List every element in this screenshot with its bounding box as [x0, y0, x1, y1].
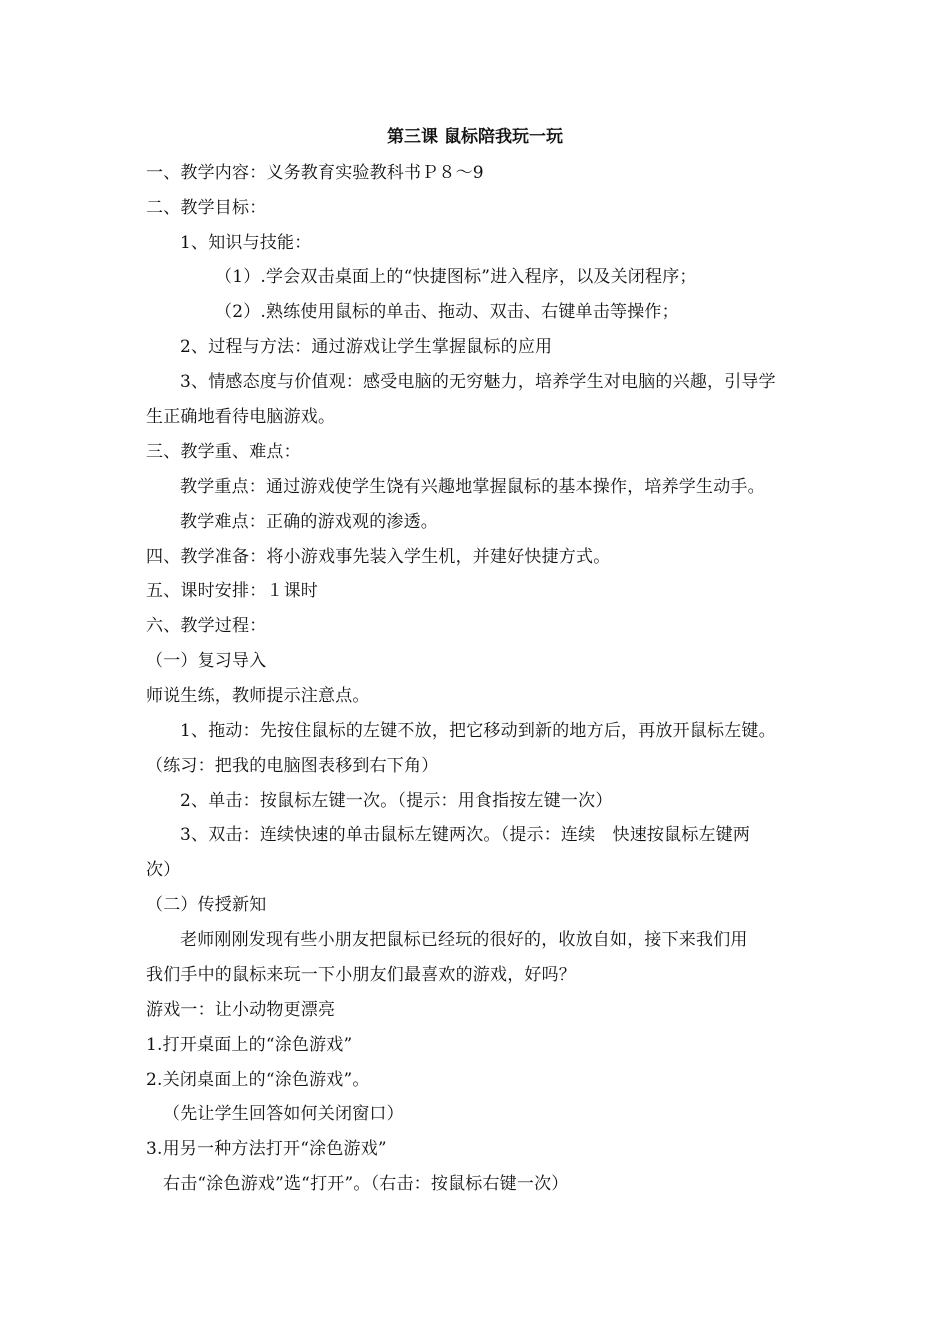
knowledge-skills-heading: 1、知识与技能： — [180, 233, 312, 253]
review-intro-heading: （一）复习导入 — [146, 651, 267, 671]
game-step-2-note: （先让学生回答如何关闭窗口） — [163, 1104, 404, 1124]
teaching-content-line: 一、教学内容：义务教育实验教科书Ｐ８～9 — [146, 163, 484, 183]
drag-instruction-line: 1、拖动：先按住鼠标的左键不放，把它移动到新的地方后，再放开鼠标左键。 — [180, 721, 776, 741]
game-step-1: 1.打开桌面上的“涂色游戏” — [146, 1035, 353, 1055]
attitude-values-line: 3、情感态度与价值观：感受电脑的无穷魅力，培养学生对电脑的兴趣，引导学 — [180, 372, 776, 392]
key-difficult-points-heading: 三、教学重、难点： — [146, 442, 301, 462]
goal-item-2: （2）.熟练使用鼠标的单击、拖动、双击、右键单击等操作； — [215, 302, 679, 322]
game-step-3: 3.用另一种方法打开“涂色游戏” — [146, 1139, 387, 1159]
class-hours-line: 五、课时安排：１课时 — [146, 581, 318, 601]
teacher-intro-line: 老师刚刚发现有些小朋友把鼠标已经玩的很好的，收放自如，接下来我们用 — [180, 930, 748, 950]
document-title: 第三课 鼠标陪我玩一玩 — [387, 127, 563, 147]
game-one-heading: 游戏一：让小动物更漂亮 — [146, 1000, 336, 1020]
attitude-values-continuation: 生正确地看待电脑游戏。 — [146, 407, 336, 427]
goal-item-1: （1）.学会双击桌面上的“快捷图标”进入程序，以及关闭程序； — [215, 267, 697, 287]
game-step-3-note: 右击“涂色游戏”选“打开”。（右击：按鼠标右键一次） — [163, 1174, 569, 1194]
new-knowledge-heading: （二）传授新知 — [146, 895, 267, 915]
teacher-demo-line: 师说生练，教师提示注意点。 — [146, 686, 370, 706]
double-click-continuation: 次） — [146, 860, 181, 880]
single-click-line: 2、单击：按鼠标左键一次。（提示：用食指按左键一次） — [180, 791, 613, 811]
difficult-point-line: 教学难点：正确的游戏观的渗透。 — [180, 512, 438, 532]
drag-practice-line: （练习：把我的电脑图表移到右下角） — [146, 756, 439, 776]
teaching-goals-heading: 二、教学目标： — [146, 198, 267, 218]
process-method-line: 2、过程与方法：通过游戏让学生掌握鼠标的应用 — [180, 337, 553, 357]
teacher-intro-continuation: 我们手中的鼠标来玩一下小朋友们最喜欢的游戏，好吗？ — [146, 965, 576, 985]
teaching-process-heading: 六、教学过程： — [146, 616, 267, 636]
teaching-preparation-line: 四、教学准备：将小游戏事先装入学生机，并建好快捷方式。 — [146, 547, 611, 567]
game-step-2: 2.关闭桌面上的“涂色游戏”。 — [146, 1070, 370, 1090]
key-point-line: 教学重点：通过游戏使学生饶有兴趣地掌握鼠标的基本操作，培养学生动手。 — [180, 477, 765, 497]
double-click-line: 3、双击：连续快速的单击鼠标左键两次。（提示：连续 快速按鼠标左键两 — [180, 825, 751, 845]
